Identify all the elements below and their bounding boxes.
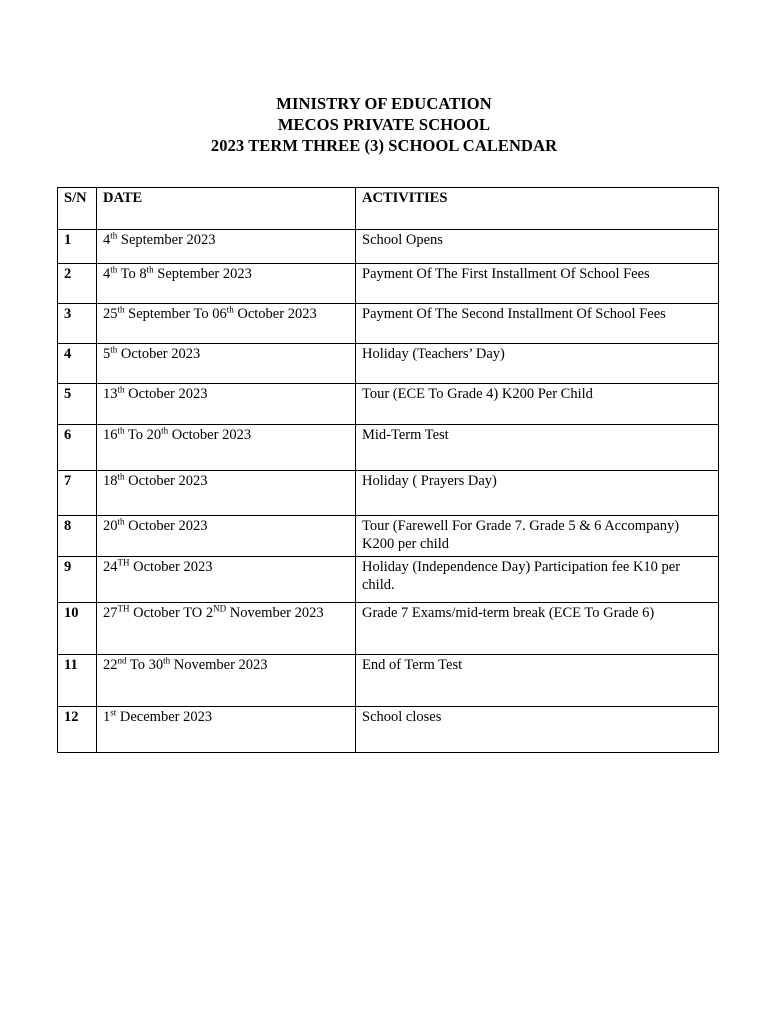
date-ordinal-suffix: th (110, 230, 118, 241)
date-ordinal-suffix: th (161, 425, 169, 436)
row-date (97, 230, 356, 264)
row-activity (356, 425, 719, 471)
date-segment: November 2023 (170, 657, 268, 673)
date-segment: 25 (103, 306, 118, 322)
row-date (97, 655, 356, 707)
date-segment: To 30 (126, 657, 164, 673)
row-date (97, 707, 356, 753)
date-segment: 16 (103, 427, 118, 443)
row-serial-number (58, 707, 97, 753)
school-name: MECOS PRIVATE SCHOOL (277, 115, 491, 134)
table-row (58, 707, 719, 753)
table-row (58, 230, 719, 264)
serial-number-text: 5 (64, 386, 72, 402)
date-segment: October 2023 (124, 386, 208, 402)
table-row (58, 264, 719, 304)
serial-number-text: 4 (64, 346, 72, 362)
row-serial-number (58, 655, 97, 707)
date-text (103, 707, 349, 726)
serial-number-text: 8 (64, 518, 72, 534)
column-header-sn: S/N (58, 188, 97, 230)
row-activity (356, 707, 719, 753)
row-activity (356, 603, 719, 655)
document-header (0, 93, 768, 156)
serial-number-text: 9 (64, 559, 72, 575)
date-text (103, 264, 349, 283)
row-date (97, 425, 356, 471)
date-segment: December 2023 (116, 709, 213, 725)
row-date (97, 557, 356, 603)
row-serial-number (58, 384, 97, 425)
table-row (58, 471, 719, 516)
row-date (97, 344, 356, 384)
row-activity (356, 655, 719, 707)
serial-number-text: 12 (64, 709, 79, 725)
row-activity (356, 384, 719, 425)
activity-text: School closes (362, 709, 442, 725)
date-ordinal-suffix: TH (117, 557, 130, 568)
row-serial-number (58, 471, 97, 516)
date-segment: November 2023 (226, 605, 324, 621)
activity-text: Payment Of The Second Installment Of School Fees (362, 306, 666, 322)
date-text (103, 425, 349, 444)
row-serial-number (58, 603, 97, 655)
activity-text: Tour (ECE To Grade 4) K200 Per Child (362, 386, 593, 402)
row-serial-number (58, 557, 97, 603)
date-ordinal-suffix: th (110, 344, 118, 355)
date-segment: 20 (103, 518, 118, 534)
date-segment: 13 (103, 386, 118, 402)
date-text (103, 516, 349, 535)
serial-number-text: 1 (64, 232, 72, 248)
date-segment: 5 (103, 346, 111, 362)
row-serial-number (58, 304, 97, 344)
column-header-activities: ACTIVITIES (356, 188, 719, 230)
serial-number-text: 10 (64, 605, 79, 621)
activity-text: School Opens (362, 232, 443, 248)
date-ordinal-suffix: th (117, 425, 125, 436)
date-segment: 24 (103, 559, 118, 575)
activity-text: Holiday (Independence Day) Participation fee K10 per child. (362, 559, 681, 593)
serial-number-text: 7 (64, 473, 72, 489)
date-segment: October 2023 (117, 346, 201, 362)
date-text (103, 655, 349, 674)
date-ordinal-suffix: th (110, 264, 118, 275)
serial-number-text: 11 (64, 657, 78, 673)
row-serial-number (58, 425, 97, 471)
activity-text: Tour (Farewell For Grade 7. Grade 5 & 6 Accompany) K200 per child (362, 518, 680, 552)
table-row (58, 557, 719, 603)
table-row (58, 304, 719, 344)
date-ordinal-suffix: th (163, 655, 171, 666)
date-text (103, 603, 349, 622)
date-ordinal-suffix: th (146, 264, 154, 275)
row-serial-number (58, 344, 97, 384)
calendar-table (57, 187, 719, 753)
date-segment: October 2023 (124, 473, 208, 489)
row-serial-number (58, 516, 97, 557)
row-activity (356, 471, 719, 516)
date-text (103, 344, 349, 363)
date-segment: 4 (103, 266, 111, 282)
row-date (97, 264, 356, 304)
activity-text: Payment Of The First Installment Of School Fees (362, 266, 650, 282)
table-row (58, 655, 719, 707)
row-activity (356, 516, 719, 557)
date-segment: October 2023 (233, 306, 317, 322)
row-activity (356, 304, 719, 344)
serial-number-text: 2 (64, 266, 72, 282)
activity-text: Grade 7 Exams/mid-term break (ECE To Grade 6) (362, 605, 655, 621)
row-serial-number (58, 264, 97, 304)
date-ordinal-suffix: th (117, 384, 125, 395)
serial-number-text: 6 (64, 427, 72, 443)
date-segment: September 2023 (153, 266, 252, 282)
row-serial-number (58, 230, 97, 264)
row-date (97, 516, 356, 557)
date-text (103, 471, 349, 490)
date-segment: 4 (103, 232, 111, 248)
column-header-date: DATE (97, 188, 356, 230)
date-ordinal-suffix: ND (213, 603, 227, 614)
date-ordinal-suffix: TH (117, 603, 130, 614)
serial-number-text: 3 (64, 306, 72, 322)
row-date (97, 384, 356, 425)
date-text (103, 304, 349, 323)
table-row (58, 603, 719, 655)
row-date (97, 603, 356, 655)
row-activity (356, 344, 719, 384)
date-segment: October 2023 (129, 559, 213, 575)
date-ordinal-suffix: th (117, 516, 125, 527)
row-date (97, 471, 356, 516)
date-segment: To 8 (117, 266, 147, 282)
date-segment: October TO 2 (129, 605, 214, 621)
date-segment: September 2023 (117, 232, 216, 248)
activity-text: Mid-Term Test (362, 427, 449, 443)
row-date (97, 304, 356, 344)
date-segment: October 2023 (168, 427, 252, 443)
date-text (103, 230, 349, 249)
date-segment: 27 (103, 605, 118, 621)
table-row (58, 344, 719, 384)
activity-text: Holiday ( Prayers Day) (362, 473, 497, 489)
table-row (58, 384, 719, 425)
table-header-row (58, 188, 719, 230)
date-segment: 22 (103, 657, 118, 673)
date-segment: 1 (103, 709, 111, 725)
date-segment: October 2023 (124, 518, 208, 534)
row-activity (356, 230, 719, 264)
row-activity (356, 557, 719, 603)
row-activity (356, 264, 719, 304)
date-ordinal-suffix: nd (117, 655, 127, 666)
date-ordinal-suffix: th (117, 471, 125, 482)
date-segment: To 20 (124, 427, 162, 443)
date-segment: 18 (103, 473, 118, 489)
activity-text: Holiday (Teachers’ Day) (362, 346, 505, 362)
activity-text: End of Term Test (362, 657, 463, 673)
date-ordinal-suffix: st (110, 707, 117, 718)
date-segment: September To 06 (124, 306, 227, 322)
date-ordinal-suffix: th (226, 304, 234, 315)
table-body (58, 230, 719, 753)
date-ordinal-suffix: th (117, 304, 125, 315)
table-row (58, 425, 719, 471)
table-row (58, 516, 719, 557)
calendar-title: 2023 TERM THREE (3) SCHOOL CALENDAR (210, 136, 558, 155)
date-text (103, 384, 349, 403)
date-text (103, 557, 349, 576)
ministry-title: MINISTRY OF EDUCATION (276, 94, 492, 113)
